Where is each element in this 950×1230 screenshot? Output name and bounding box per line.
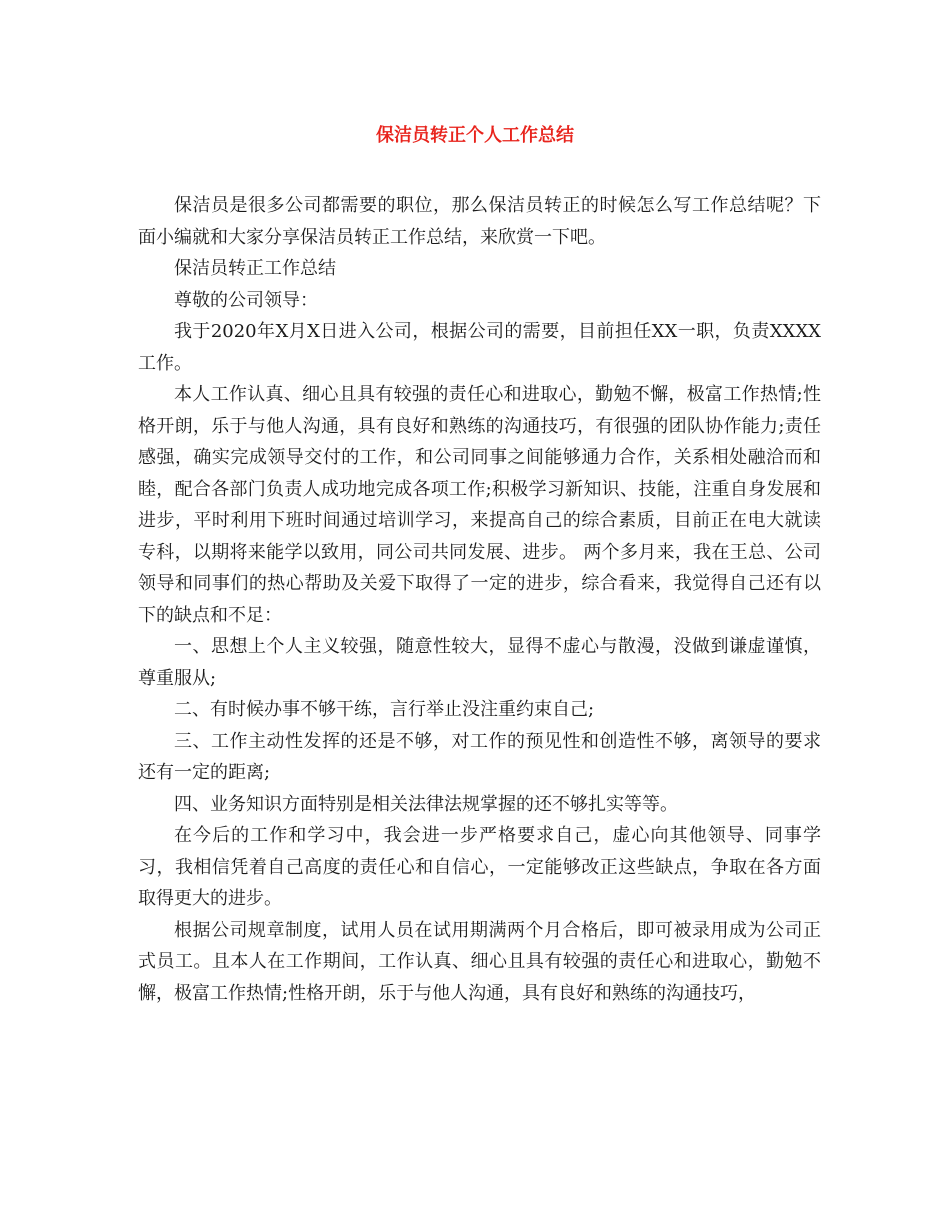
paragraph-shortcoming-1: 一、思想上个人主义较强，随意性较大，显得不虚心与散漫，没做到谦虚谨慎，尊重服从; <box>138 636 821 689</box>
paragraph-shortcoming-3: 三、工作主动性发挥的还是不够，对工作的预见性和创造性不够，离领导的要求还有一定的距离; <box>138 730 821 783</box>
paragraph-shortcoming-4: 四、业务知识方面特别是相关法律法规掌握的还不够扎实等等。 <box>174 793 678 815</box>
document-title: 保洁员转正个人工作总结 <box>376 125 574 146</box>
paragraph-salutation: 尊敬的公司领导： <box>174 289 318 311</box>
paragraph-position: 我于2020年X月X日进入公司，根据公司的需要，目前担任XX一职，负责XXXX工作。 <box>138 321 821 374</box>
paragraph-subtitle: 保洁员转正工作总结 <box>174 258 336 279</box>
paragraph-self-assessment: 本人工作认真、细心且具有较强的责任心和进取心，勤勉不懈，极富工作热情;性格开朗，乐于与他人沟通，具有良好和熟练的沟通技巧，有很强的团队协作能力;责任感强，确实完成领导交付的工作，和公司同事之间能够通力合作，关系相处融洽而和睦，配合各部门负责人成功地完成各项工作;积极学习新知识、技能，注重自身发展和进步，平时利用下班时间通过培训学习，来提高自己的综合素质，目前正在电大就读专科，以期将来能学以致用，同公司共同发展、进步。 两个多月来，我在王总、公司领导和同事们的热心帮助及关爱下取得了一定的进步，综合看来，我觉得自己还有以下的缺点和不足： <box>138 384 821 626</box>
paragraph-intro: 保洁员是很多公司都需要的职位，那么保洁员转正的时候怎么写工作总结呢？下面小编就和大家分享保洁员转正工作总结，来欣赏一下吧。 <box>138 195 821 248</box>
paragraph-shortcoming-2: 二、有时候办事不够干练，言行举止没注重约束自己; <box>174 699 595 720</box>
paragraph-future-plan: 在今后的工作和学习中，我会进一步严格要求自己，虚心向其他领导、同事学习，我相信凭着自己高度的责任心和自信心，一定能够改正这些缺点，争取在各方面取得更大的进步。 <box>138 825 821 909</box>
paragraph-regulation: 根据公司规章制度，试用人员在试用期满两个月合格后，即可被录用成为公司正式员工。且本人在工作期间，工作认真、细心且具有较强的责任心和进取心，勤勉不懈，极富工作热情;性格开朗，乐于与他人沟通，具有良好和熟练的沟通技巧， <box>138 919 821 1004</box>
document-body <box>138 190 821 1009</box>
